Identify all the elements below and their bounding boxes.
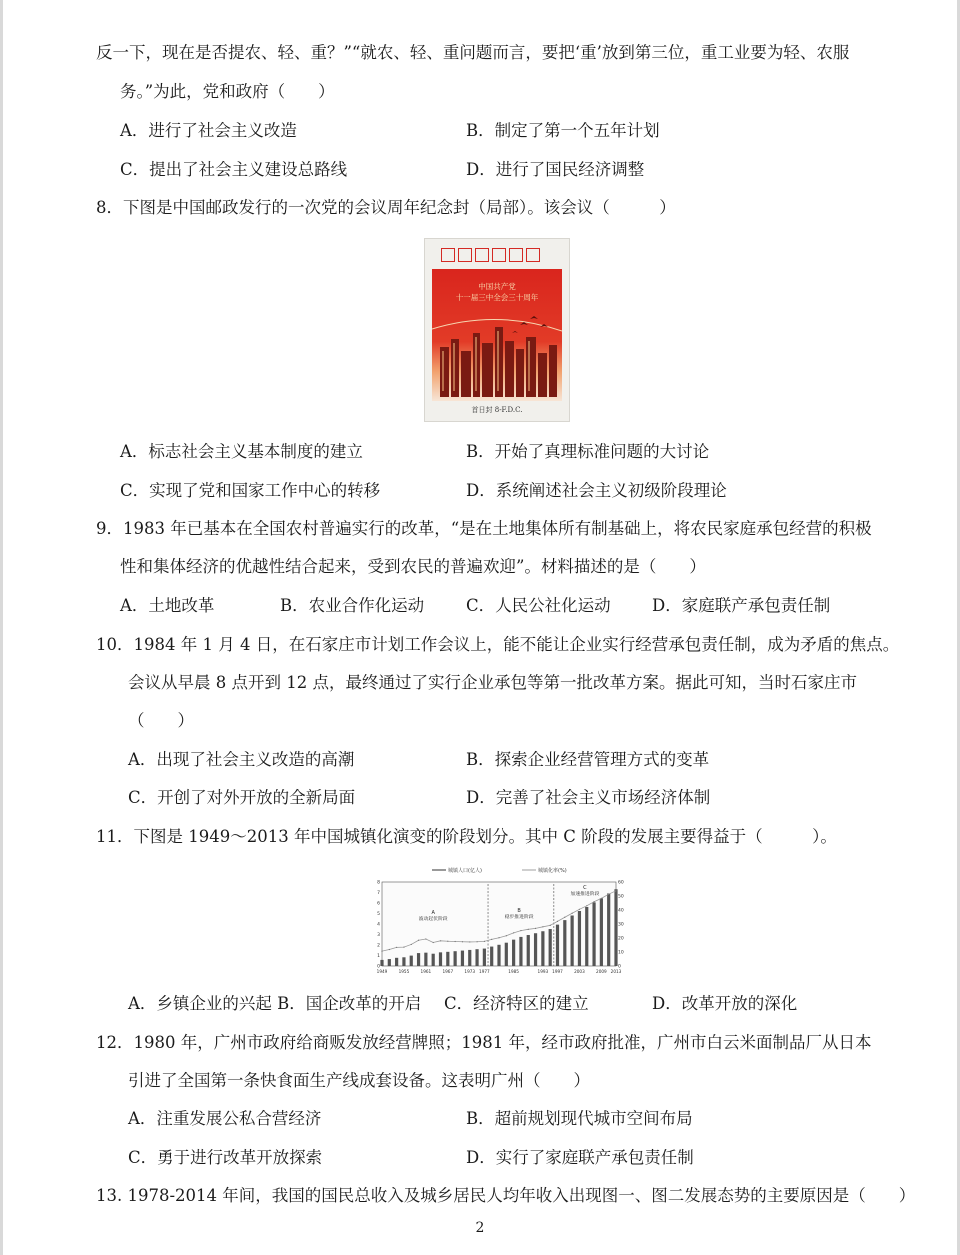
q8-option-a: A．标志社会主义基本制度的建立 [120, 442, 363, 461]
q7-option-c: C．提出了社会主义建设总路线 [120, 160, 348, 179]
urbanization-rate-point [513, 932, 514, 933]
x-tick-label: 1967 [442, 969, 454, 974]
legend-label-rate: 城镇化率(%) [538, 868, 567, 874]
y-left-tick-label: 4 [377, 922, 380, 928]
x-tick-label: 2013 [610, 969, 622, 974]
q9-option-a: A．土地改革 [120, 596, 215, 615]
q12-stem-line2: 引进了全国第一条快食面生产线成套设备。这表明广州（ ） [128, 1071, 590, 1090]
urbanization-rate-point [491, 939, 492, 940]
population-bar [585, 907, 588, 966]
urbanization-rate-point [564, 917, 565, 918]
q8-option-b: B．开始了真理标准问题的大讨论 [466, 442, 710, 461]
y-left-tick-label: 1 [377, 954, 380, 959]
population-bar [600, 898, 603, 966]
urbanization-rate-point [557, 921, 558, 922]
population-bar [527, 935, 530, 966]
envelope-red-panel [432, 269, 562, 401]
x-tick-label: 1973 [464, 969, 476, 974]
q11-option-d: D．改革开放的深化 [652, 994, 798, 1013]
urbanization-rate-point [476, 941, 477, 942]
urbanization-rate-point [455, 941, 456, 942]
population-bar [461, 951, 464, 966]
x-tick-label: 1955 [398, 969, 410, 974]
stage-letter: C [583, 885, 587, 891]
x-tick-label: 2009 [596, 969, 607, 974]
urbanization-rate-point [586, 905, 587, 906]
q9-option-d: D．家庭联产承包责任制 [652, 596, 831, 615]
urbanization-rate-point [396, 947, 397, 948]
q7-option-b: B．制定了第一个五年计划 [466, 121, 660, 140]
urbanization-rate-point [608, 894, 609, 895]
population-bar [439, 952, 442, 966]
page-number: 2 [475, 1220, 485, 1236]
population-bar [417, 953, 420, 966]
q10-option-c: C．开创了对外开放的全新局面 [128, 788, 356, 807]
urbanization-chart-svg [370, 862, 630, 980]
q12-option-a: A．注重发展公私合营经济 [128, 1109, 322, 1128]
y-right-tick-label: 20 [618, 936, 624, 942]
urbanization-rate-point [520, 930, 521, 931]
population-bar [614, 889, 617, 966]
population-bar [475, 949, 478, 966]
y-left-tick-label: 6 [377, 901, 380, 907]
stage-letter: A [431, 910, 435, 916]
q8-option-c: C．实现了党和国家工作中心的转移 [120, 481, 381, 500]
population-bar [483, 949, 486, 966]
urbanization-rate-point [447, 941, 448, 942]
urbanization-rate-point [462, 941, 463, 942]
population-bar [563, 920, 566, 966]
q10-option-a: A．出现了社会主义改造的高潮 [128, 750, 355, 769]
x-tick-label: 2003 [574, 969, 585, 974]
population-bar [578, 911, 581, 966]
x-tick-label: 1961 [420, 969, 432, 974]
urbanization-rate-point [579, 909, 580, 910]
urbanization-rate-point [572, 913, 573, 914]
population-bar [556, 925, 559, 966]
q12-option-d: D．实行了家庭联产承包责任制 [466, 1148, 694, 1167]
q7-option-d: D．进行了国民经济调整 [466, 160, 645, 179]
y-right-tick-label: 40 [618, 908, 624, 914]
x-tick-label: 1997 [552, 969, 563, 974]
population-bar [571, 915, 574, 966]
q8-option-d: D．系统阐述社会主义初级阶段理论 [466, 481, 727, 500]
population-bar [519, 937, 522, 966]
envelope-title-line2: 十一届三中全会三十周年 [455, 293, 539, 302]
stage-label: 稳步推进阶段 [504, 915, 534, 920]
population-bar [592, 902, 595, 966]
q7-stem-line2: 务。”为此，党和政府（ ） [120, 82, 335, 101]
urbanization-rate-point [425, 938, 426, 939]
q13-stem: 13. 1978-2014 年间，我国的国民总收入及城乡居民人均年收入出现图一、图二发展态势的主要原因是（ ） [96, 1186, 916, 1205]
urbanization-rate-point [484, 941, 485, 942]
urbanization-rate-point [528, 929, 529, 930]
population-bar [432, 954, 435, 966]
q7-stem-line1: 反一下，现在是否提农、轻、重？”“就农、轻、重问题而言，要把‘重’放到第三位，重工业要为轻、农服 [96, 43, 850, 62]
urbanization-rate-point [381, 951, 382, 952]
population-bar [454, 951, 457, 966]
y-left-tick-label: 8 [377, 880, 380, 886]
city-skyline-illustration [432, 269, 562, 401]
urbanization-rate-point [550, 925, 551, 926]
urbanization-rate-point [411, 944, 412, 945]
q7-option-a: A．进行了社会主义改造 [120, 121, 297, 140]
q10-stem-line3: （ ） [128, 711, 194, 730]
y-left-tick-label: 2 [377, 943, 380, 949]
population-bar [395, 958, 398, 966]
urbanization-chart [370, 862, 630, 980]
q9-stem-line2: 性和集体经济的优越性结合起来，受到农民的普遍欢迎”。材料描述的是（ ） [120, 557, 706, 576]
urbanization-rate-point [433, 942, 434, 943]
y-right-tick-label: 10 [618, 950, 624, 956]
postcode-boxes [441, 248, 540, 262]
x-tick-label: 1977 [479, 969, 490, 974]
population-bar [497, 945, 500, 966]
urbanization-rate-point [506, 935, 507, 936]
q11-stem: 11．下图是 1949～2013 年中国城镇化演变的阶段划分。其中 C 阶段的发展主要得益于（ ）。 [96, 827, 837, 846]
urbanization-rate-point [498, 937, 499, 938]
q11-option-c: C．经济特区的建立 [444, 994, 589, 1013]
x-tick-label: 1949 [376, 969, 388, 974]
urbanization-rate-point [469, 941, 470, 942]
q12-stem-line1: 12．1980 年，广州市政府给商贩发放经营牌照；1981 年，经市政府批准，广州市白云米面制品厂从日本 [96, 1033, 872, 1052]
q9-option-c: C．人民公社化运动 [466, 596, 611, 615]
q12-option-c: C．勇于进行改革开放探索 [128, 1148, 323, 1167]
population-bar [607, 893, 610, 966]
urbanization-rate-point [403, 947, 404, 948]
q10-option-d: D．完善了社会主义市场经济体制 [466, 788, 711, 807]
population-bar [468, 950, 471, 966]
y-right-tick-label: 60 [618, 880, 624, 886]
legend-label-population: 城镇人口(亿人) [448, 868, 482, 874]
stage-label: 加速推进阶段 [570, 892, 600, 897]
page-edge-left [0, 0, 3, 1255]
y-right-tick-label: 0 [618, 964, 621, 970]
population-bar [446, 952, 449, 966]
population-bar [549, 929, 552, 966]
population-bar [388, 959, 391, 966]
y-right-tick-label: 30 [618, 922, 624, 928]
urbanization-rate-point [601, 898, 602, 899]
stage-label: 波动起伏阶段 [418, 917, 448, 922]
stage-letter: B [517, 908, 521, 914]
population-bar [490, 947, 493, 966]
population-bar [512, 940, 515, 966]
q12-option-b: B．超前规划现代城市空间布局 [466, 1109, 693, 1128]
population-bar [505, 943, 508, 966]
q10-stem-line1: 10．1984 年 1 月 4 日，在石家庄市计划工作会议上，能不能让企业实行经营承包责任制，成为矛盾的焦点。 [96, 635, 900, 654]
urbanization-rate-point [542, 926, 543, 927]
urbanization-rate-point [418, 940, 419, 941]
population-bar [380, 960, 383, 966]
population-bar [402, 957, 405, 966]
x-tick-label: 1993 [537, 969, 549, 974]
q11-option-a-b: A．乡镇企业的兴起 B．国企改革的开启 [128, 994, 422, 1013]
urbanization-rate-point [440, 940, 441, 941]
y-left-tick-label: 0 [377, 964, 380, 970]
y-right-tick-label: 50 [618, 894, 624, 900]
y-left-tick-label: 7 [377, 891, 380, 896]
urbanization-rate-point [535, 928, 536, 929]
x-tick-label: 1985 [508, 969, 519, 974]
q9-option-b: B．农业合作化运动 [280, 596, 425, 615]
y-left-tick-label: 5 [377, 912, 380, 917]
urbanization-rate-point [593, 901, 594, 902]
population-bar [410, 956, 413, 966]
urbanization-rate-point [615, 890, 616, 891]
population-bar [534, 933, 537, 966]
q10-stem-line2: 会议从早晨 8 点开到 12 点，最终通过了实行企业承包等第一批改革方案。据此可知，当时石家庄市 [128, 673, 857, 692]
envelope-footer-text: 首日封 8-F.D.C. [471, 406, 523, 414]
q10-option-b: B．探索企业经营管理方式的变革 [466, 750, 710, 769]
population-bar [424, 953, 427, 966]
urbanization-rate-point [389, 949, 390, 950]
q8-stem: 8．下图是中国邮政发行的一次党的会议周年纪念封（局部）。该会议（ ） [96, 198, 676, 217]
population-bar [541, 931, 544, 966]
envelope-title-line1: 中国共产党 [478, 282, 516, 291]
commemorative-envelope-image [424, 238, 570, 422]
q9-stem-line1: 9．1983 年已基本在全国农村普遍实行的改革，“是在土地集体所有制基础上，将农民家庭承包经营的积极 [96, 519, 872, 538]
y-left-tick-label: 3 [377, 933, 380, 938]
